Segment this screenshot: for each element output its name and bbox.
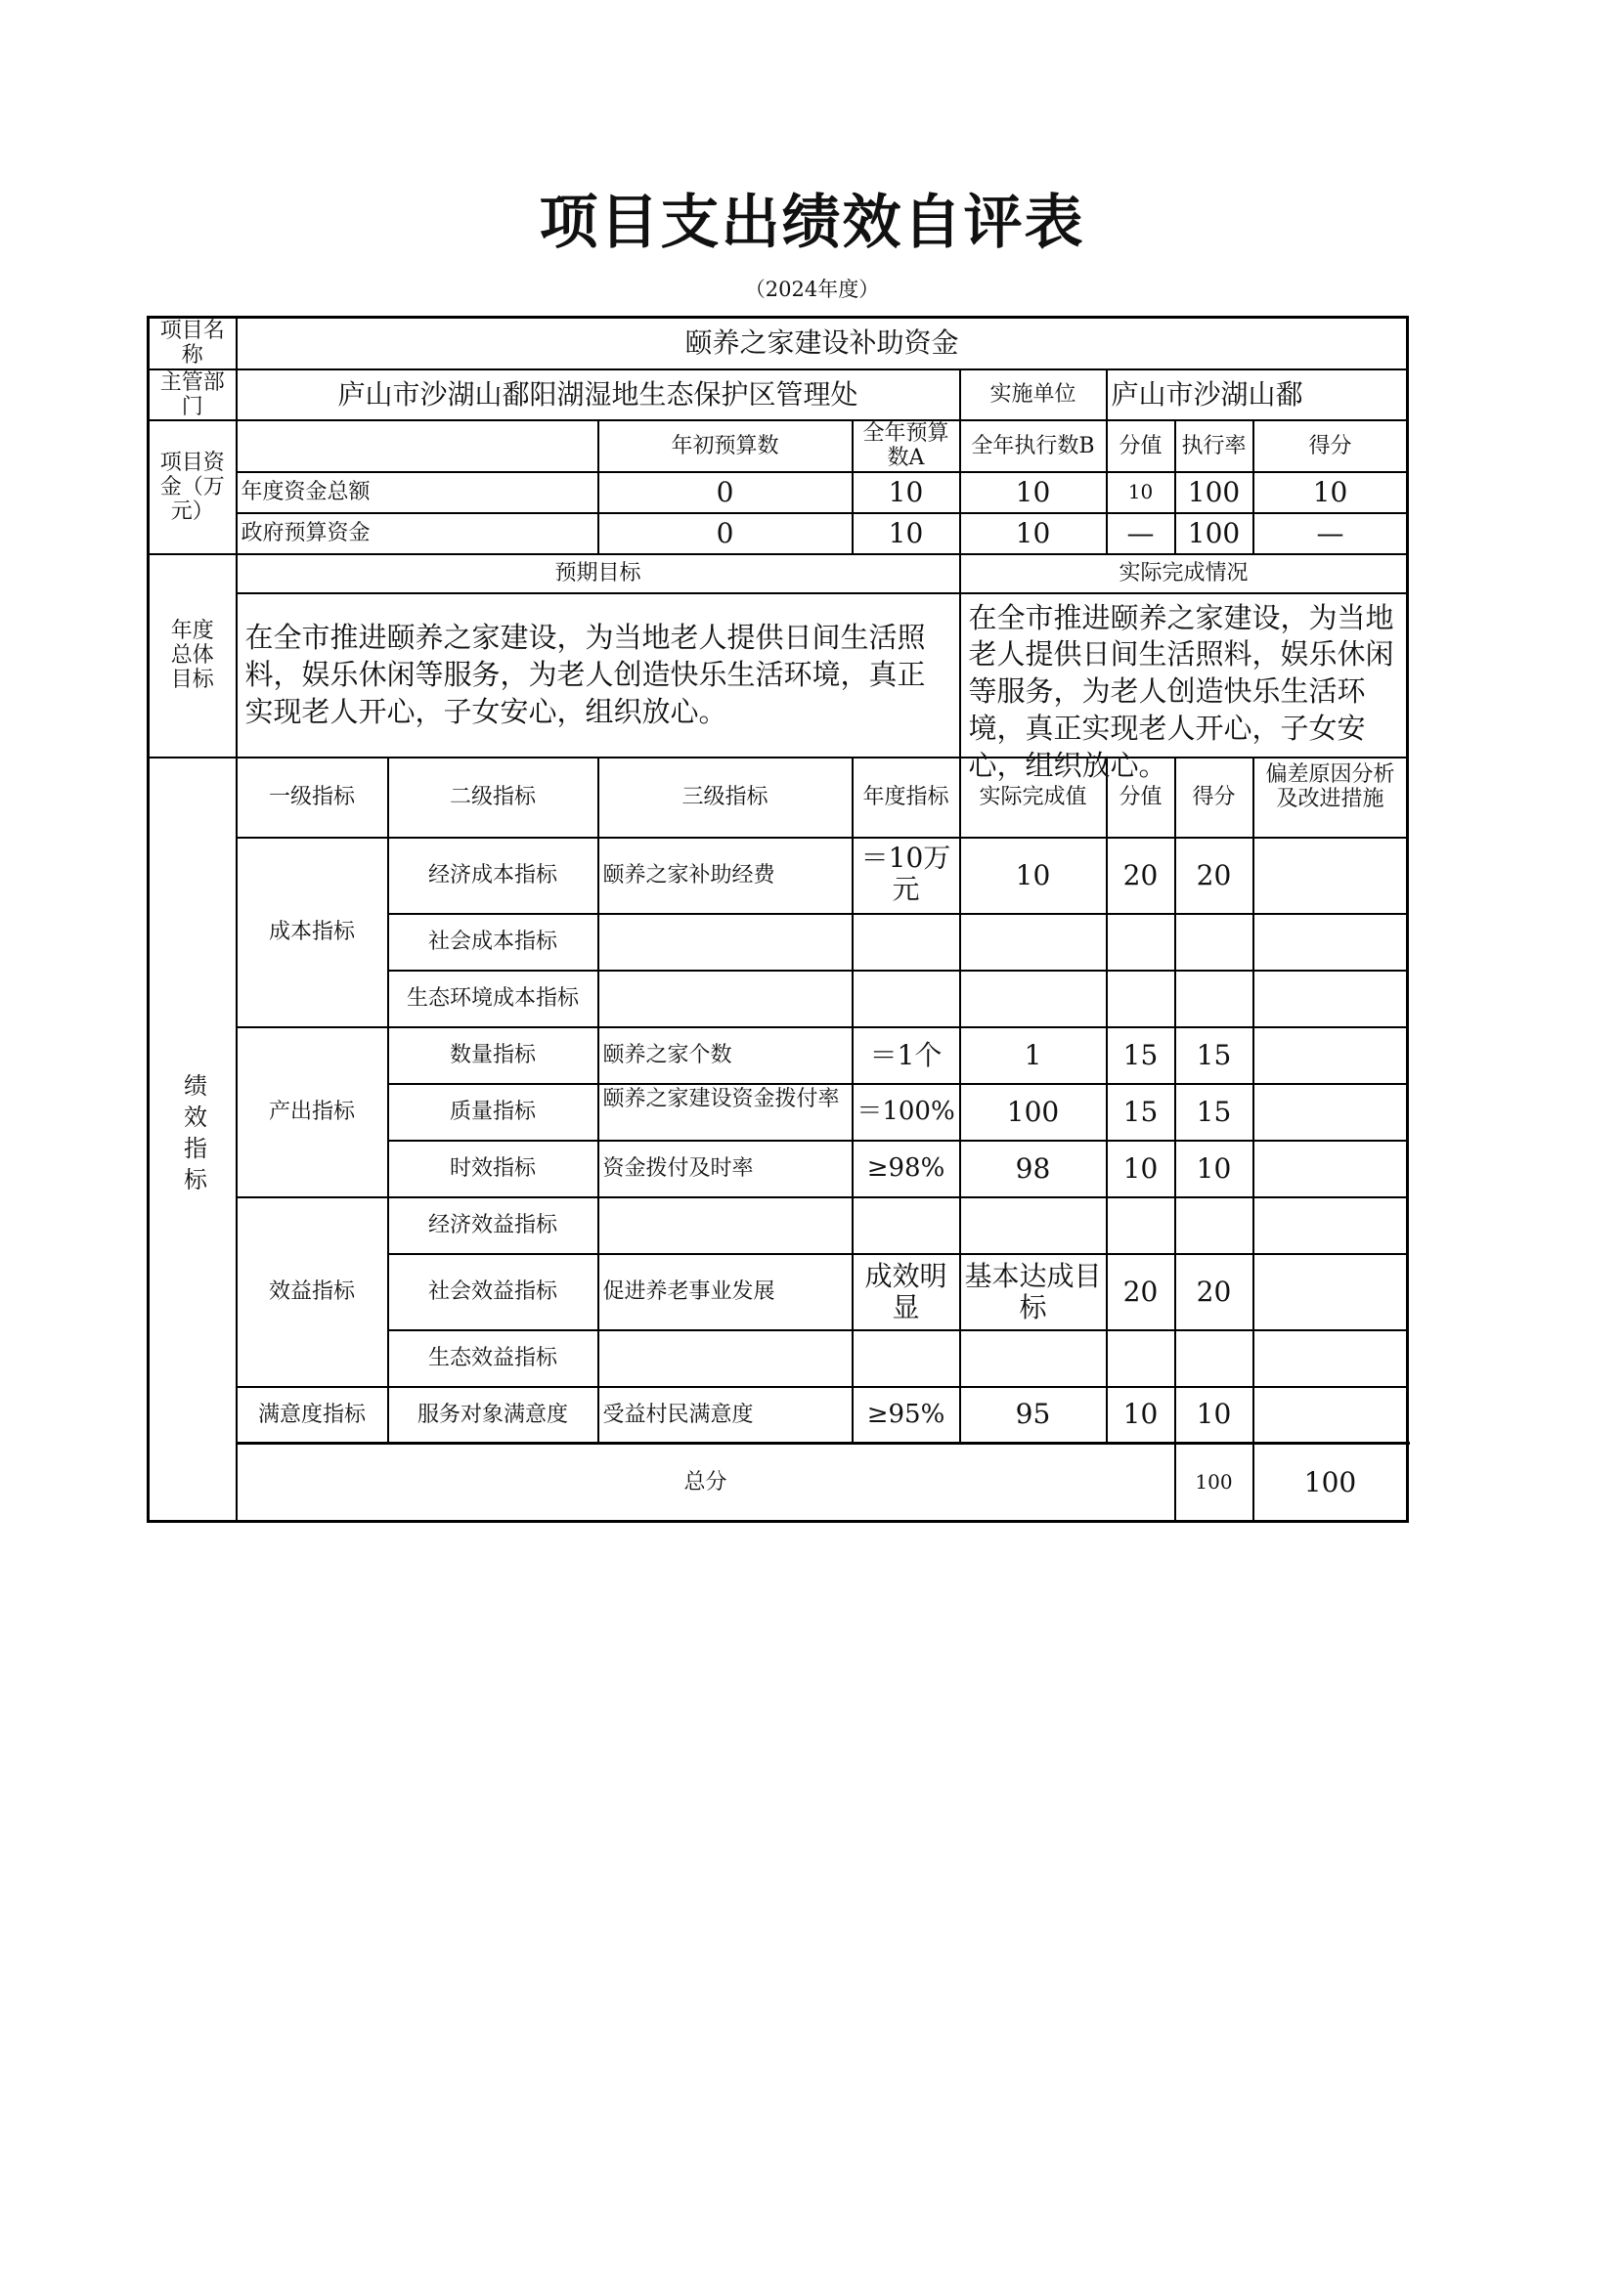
level3-cell: 资金拨付及时率 (598, 1141, 853, 1197)
deviation-cell (1253, 971, 1408, 1027)
level3-cell (598, 1084, 853, 1141)
level1-benefit: 效益指标 (237, 1197, 388, 1387)
project-name: 颐养之家建设补助资金 (237, 318, 1408, 369)
actual-result-content: 在全市推进颐养之家建设，为当地老人提供日间生活照料，娱乐休闲等服务，为老人创造快乐生活环境，真正实现老人开心，子女安心，组织放心。 (968, 600, 1394, 782)
level1-output: 产出指标 (237, 1027, 388, 1197)
actual-result-text (960, 593, 1408, 782)
header-level2: 二级指标 (388, 758, 598, 838)
actual-cell: 98 (960, 1141, 1107, 1197)
header-actual-value: 实际完成值 (960, 758, 1107, 838)
score-cell (1175, 1197, 1253, 1254)
funds-col-score-value: 分值 (1107, 420, 1175, 472)
level1-cost: 成本指标 (237, 838, 388, 1027)
level2-cell: 社会成本指标 (388, 914, 598, 971)
target-cell (853, 971, 960, 1027)
actual-result-label: 实际完成情况 (960, 554, 1408, 593)
funds-col-score: 得分 (1253, 420, 1408, 472)
dept-name: 庐山市沙湖山鄱阳湖湿地生态保护区管理处 (237, 369, 960, 421)
value-cell (1107, 1330, 1175, 1387)
funds-label: 项目资金（万元） (149, 420, 237, 554)
target-cell: ≥95% (853, 1387, 960, 1444)
level3-cell: 颐养之家补助经费 (598, 838, 853, 914)
dept-label: 主管部门 (149, 369, 237, 421)
total-score: 100 (1253, 1444, 1408, 1522)
level3-text: 颐养之家建设资金拨付率 (602, 1086, 840, 1111)
target-cell: ≥98% (853, 1141, 960, 1197)
actual-cell: 1 (960, 1027, 1107, 1084)
target-cell (853, 1330, 960, 1387)
deviation-cell (1253, 1254, 1408, 1330)
level3-cell (598, 914, 853, 971)
score-cell (1175, 971, 1253, 1027)
deviation-cell (1253, 1141, 1408, 1197)
deviation-cell (1253, 1027, 1408, 1084)
header-deviation (1253, 758, 1408, 838)
actual-cell (960, 971, 1107, 1027)
header-score: 得分 (1175, 758, 1253, 838)
level1-satisfaction: 满意度指标 (237, 1387, 388, 1444)
value-cell (1107, 1197, 1175, 1254)
score-cell (1175, 1330, 1253, 1387)
impl-unit: 庐山市沙湖山鄱 (1107, 369, 1408, 421)
funds-annual: 10 (853, 472, 960, 513)
target-cell: ＝1个 (853, 1027, 960, 1084)
target-cell (853, 1197, 960, 1254)
expected-goal-text: 在全市推进颐养之家建设，为当地老人提供日间生活照料，娱乐休闲等服务，为老人创造快乐生活环境，真正实现老人开心，子女安心，组织放心。 (237, 593, 960, 758)
actual-cell (960, 1330, 1107, 1387)
value-cell (1107, 914, 1175, 971)
level2-cell: 时效指标 (388, 1141, 598, 1197)
value-cell: 15 (1107, 1027, 1175, 1084)
target-cell (853, 838, 960, 914)
funds-initial: 0 (598, 472, 853, 513)
total-value: 100 (1175, 1444, 1253, 1522)
funds-initial: 0 (598, 513, 853, 554)
expected-goal-label: 预期目标 (237, 554, 960, 593)
header-score-value: 分值 (1107, 758, 1175, 838)
report-year: （2024年度） (744, 278, 880, 301)
impl-unit-label: 实施单位 (960, 369, 1107, 421)
funds-rate: 100 (1175, 472, 1253, 513)
value-cell: 10 (1107, 1141, 1175, 1197)
score-cell: 15 (1175, 1084, 1253, 1141)
level2-cell: 经济成本指标 (388, 838, 598, 914)
actual-cell: 基本达成目标 (960, 1254, 1107, 1330)
score-cell: 15 (1175, 1027, 1253, 1084)
level3-cell (598, 971, 853, 1027)
page-title: 项目支出绩效自评表 (539, 189, 1085, 257)
score-cell: 20 (1175, 838, 1253, 914)
indicators-label-text: 绩效指标 (179, 1073, 207, 1199)
header-annual-target: 年度指标 (853, 758, 960, 838)
total-label: 总分 (237, 1444, 1175, 1522)
funds-score: — (1253, 513, 1408, 554)
funds-col-annual: 全年预算数A (853, 420, 960, 472)
level3-cell (598, 1330, 853, 1387)
indicators-label (149, 758, 237, 1522)
level3-cell (598, 1197, 853, 1254)
level2-cell: 服务对象满意度 (388, 1387, 598, 1444)
score-cell: 10 (1175, 1141, 1253, 1197)
target-text: ＝10万元 (860, 841, 951, 905)
deviation-cell (1253, 1197, 1408, 1254)
funds-score-value: — (1107, 513, 1175, 554)
actual-cell: 10 (960, 838, 1107, 914)
funds-row-name: 政府预算资金 (237, 513, 598, 554)
deviation-cell (1253, 914, 1408, 971)
level2-cell: 生态效益指标 (388, 1330, 598, 1387)
target-cell: ＝100% (853, 1084, 960, 1141)
score-cell: 20 (1175, 1254, 1253, 1330)
funds-col-rate: 执行率 (1175, 420, 1253, 472)
project-name-label: 项目名称 (149, 318, 237, 369)
funds-score-value: 10 (1107, 472, 1175, 513)
actual-cell: 100 (960, 1084, 1107, 1141)
actual-cell: 95 (960, 1387, 1107, 1444)
deviation-cell (1253, 1084, 1408, 1141)
value-cell (1107, 971, 1175, 1027)
header-level1: 一级指标 (237, 758, 388, 838)
funds-executed: 10 (960, 513, 1107, 554)
evaluation-table (147, 316, 1409, 1523)
value-cell: 20 (1107, 1254, 1175, 1330)
goals-label: 年度总体目标 (149, 554, 237, 758)
target-cell: 成效明显 (853, 1254, 960, 1330)
value-cell: 10 (1107, 1387, 1175, 1444)
level3-cell: 受益村民满意度 (598, 1387, 853, 1444)
level2-cell: 经济效益指标 (388, 1197, 598, 1254)
level2-cell: 生态环境成本指标 (388, 971, 598, 1027)
deviation-cell (1253, 1330, 1408, 1387)
funds-col-executed: 全年执行数B (960, 420, 1107, 472)
funds-score: 10 (1253, 472, 1408, 513)
funds-row-name: 年度资金总额 (237, 472, 598, 513)
target-cell (853, 914, 960, 971)
funds-col-initial: 年初预算数 (598, 420, 853, 472)
funds-executed: 10 (960, 472, 1107, 513)
score-cell: 10 (1175, 1387, 1253, 1444)
deviation-cell (1253, 1387, 1408, 1444)
funds-annual: 10 (853, 513, 960, 554)
level2-cell: 数量指标 (388, 1027, 598, 1084)
header-level3: 三级指标 (598, 758, 853, 838)
funds-rate: 100 (1175, 513, 1253, 554)
level3-cell: 促进养老事业发展 (598, 1254, 853, 1330)
level3-cell: 颐养之家个数 (598, 1027, 853, 1084)
level2-cell: 社会效益指标 (388, 1254, 598, 1330)
value-cell: 15 (1107, 1084, 1175, 1141)
level2-cell: 质量指标 (388, 1084, 598, 1141)
value-cell: 20 (1107, 838, 1175, 914)
header-deviation-text: 偏差原因分析及改进措施 (1265, 761, 1395, 812)
deviation-cell (1253, 838, 1408, 914)
actual-cell (960, 914, 1107, 971)
score-cell (1175, 914, 1253, 971)
actual-cell (960, 1197, 1107, 1254)
